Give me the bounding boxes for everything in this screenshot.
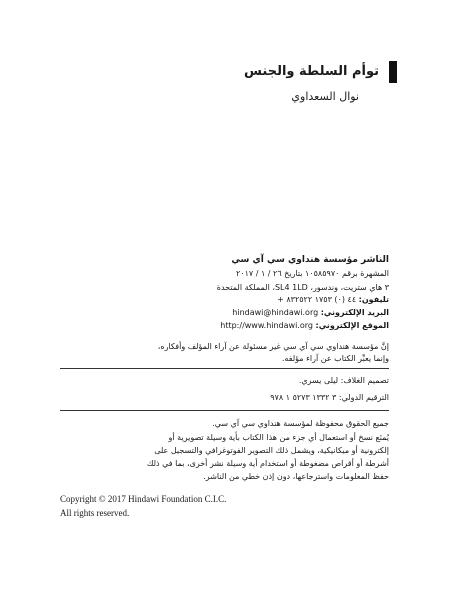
book-title: توأم السلطة والجنس: [244, 64, 379, 79]
website-value: http://www.hindawi.org: [220, 321, 313, 330]
rights-line-3: إلكترونية أو ميكانيكية، ويشمل ذلك التصوير الفوتوغرافي والتسجيل على: [154, 446, 389, 455]
phone-value: + ٤٤ (٠) ١٧٥٣ ٨٣٢٥٢٢: [277, 295, 357, 304]
rights-line-4: أشرطة أو أقراص مضغوطة أو استخدام أية وسيلة نشر أخرى، بما في ذلك: [146, 459, 389, 468]
email-value: hindawi@hindawi.org: [232, 308, 319, 317]
isbn: الترقيم الدولي: ٣ ١٣٣٢ ٥٢٧٣ ١ ٩٧٨: [270, 393, 389, 402]
publisher-website: [220, 320, 389, 332]
publisher-phone: [277, 294, 389, 306]
rights-line-2: يُمنَع نسخ أو استعمال أي جزء من هذا الكتاب بأية وسيلة تصويرية أو: [168, 433, 389, 442]
title-marker-bar: [389, 61, 397, 83]
disclaimer-line-2: وإنما يعبِّر الكتاب عن آراء مؤلفه.: [281, 354, 389, 363]
rights-line-5: حفظ المعلومات واسترجاعها، دون إذن خطي من الناشر.: [203, 472, 389, 481]
website-label: الموقع الإلكتروني:: [315, 321, 389, 330]
separator: [60, 410, 389, 411]
copyright-line-1: Copyright © 2017 Hindawi Foundation C.I.C.: [60, 494, 227, 504]
publisher-address: ٣ هاي ستريت، وندسور، SL4 1LD، المملكة المتحدة: [216, 283, 389, 292]
rights-line-1: جميع الحقوق محفوظة لمؤسسة هنداوي سي آي سي.: [212, 419, 389, 428]
publisher-email: [232, 307, 389, 319]
book-author: نوال السعداوي: [291, 90, 359, 103]
phone-label: تليفون:: [358, 295, 389, 304]
disclaimer-line-1: إنَّ مؤسسة هنداوي سي آي سي غير مسئولة عن آراء المؤلف وأفكاره،: [157, 342, 389, 351]
separator: [60, 368, 389, 369]
cover-design-credit: تصميم الغلاف: ليلى يسري.: [298, 376, 389, 385]
publisher-heading: الناشر مؤسسة هنداوي سي آي سي: [231, 255, 389, 265]
copyright-line-2: All rights reserved.: [60, 508, 130, 518]
publisher-registration: المشهرة برقم ١٠٥٨٥٩٧٠ بتاريخ ٢٦ / ١ / ٢٠١٧: [235, 269, 389, 278]
email-label: البريد الإلكتروني:: [320, 308, 389, 317]
